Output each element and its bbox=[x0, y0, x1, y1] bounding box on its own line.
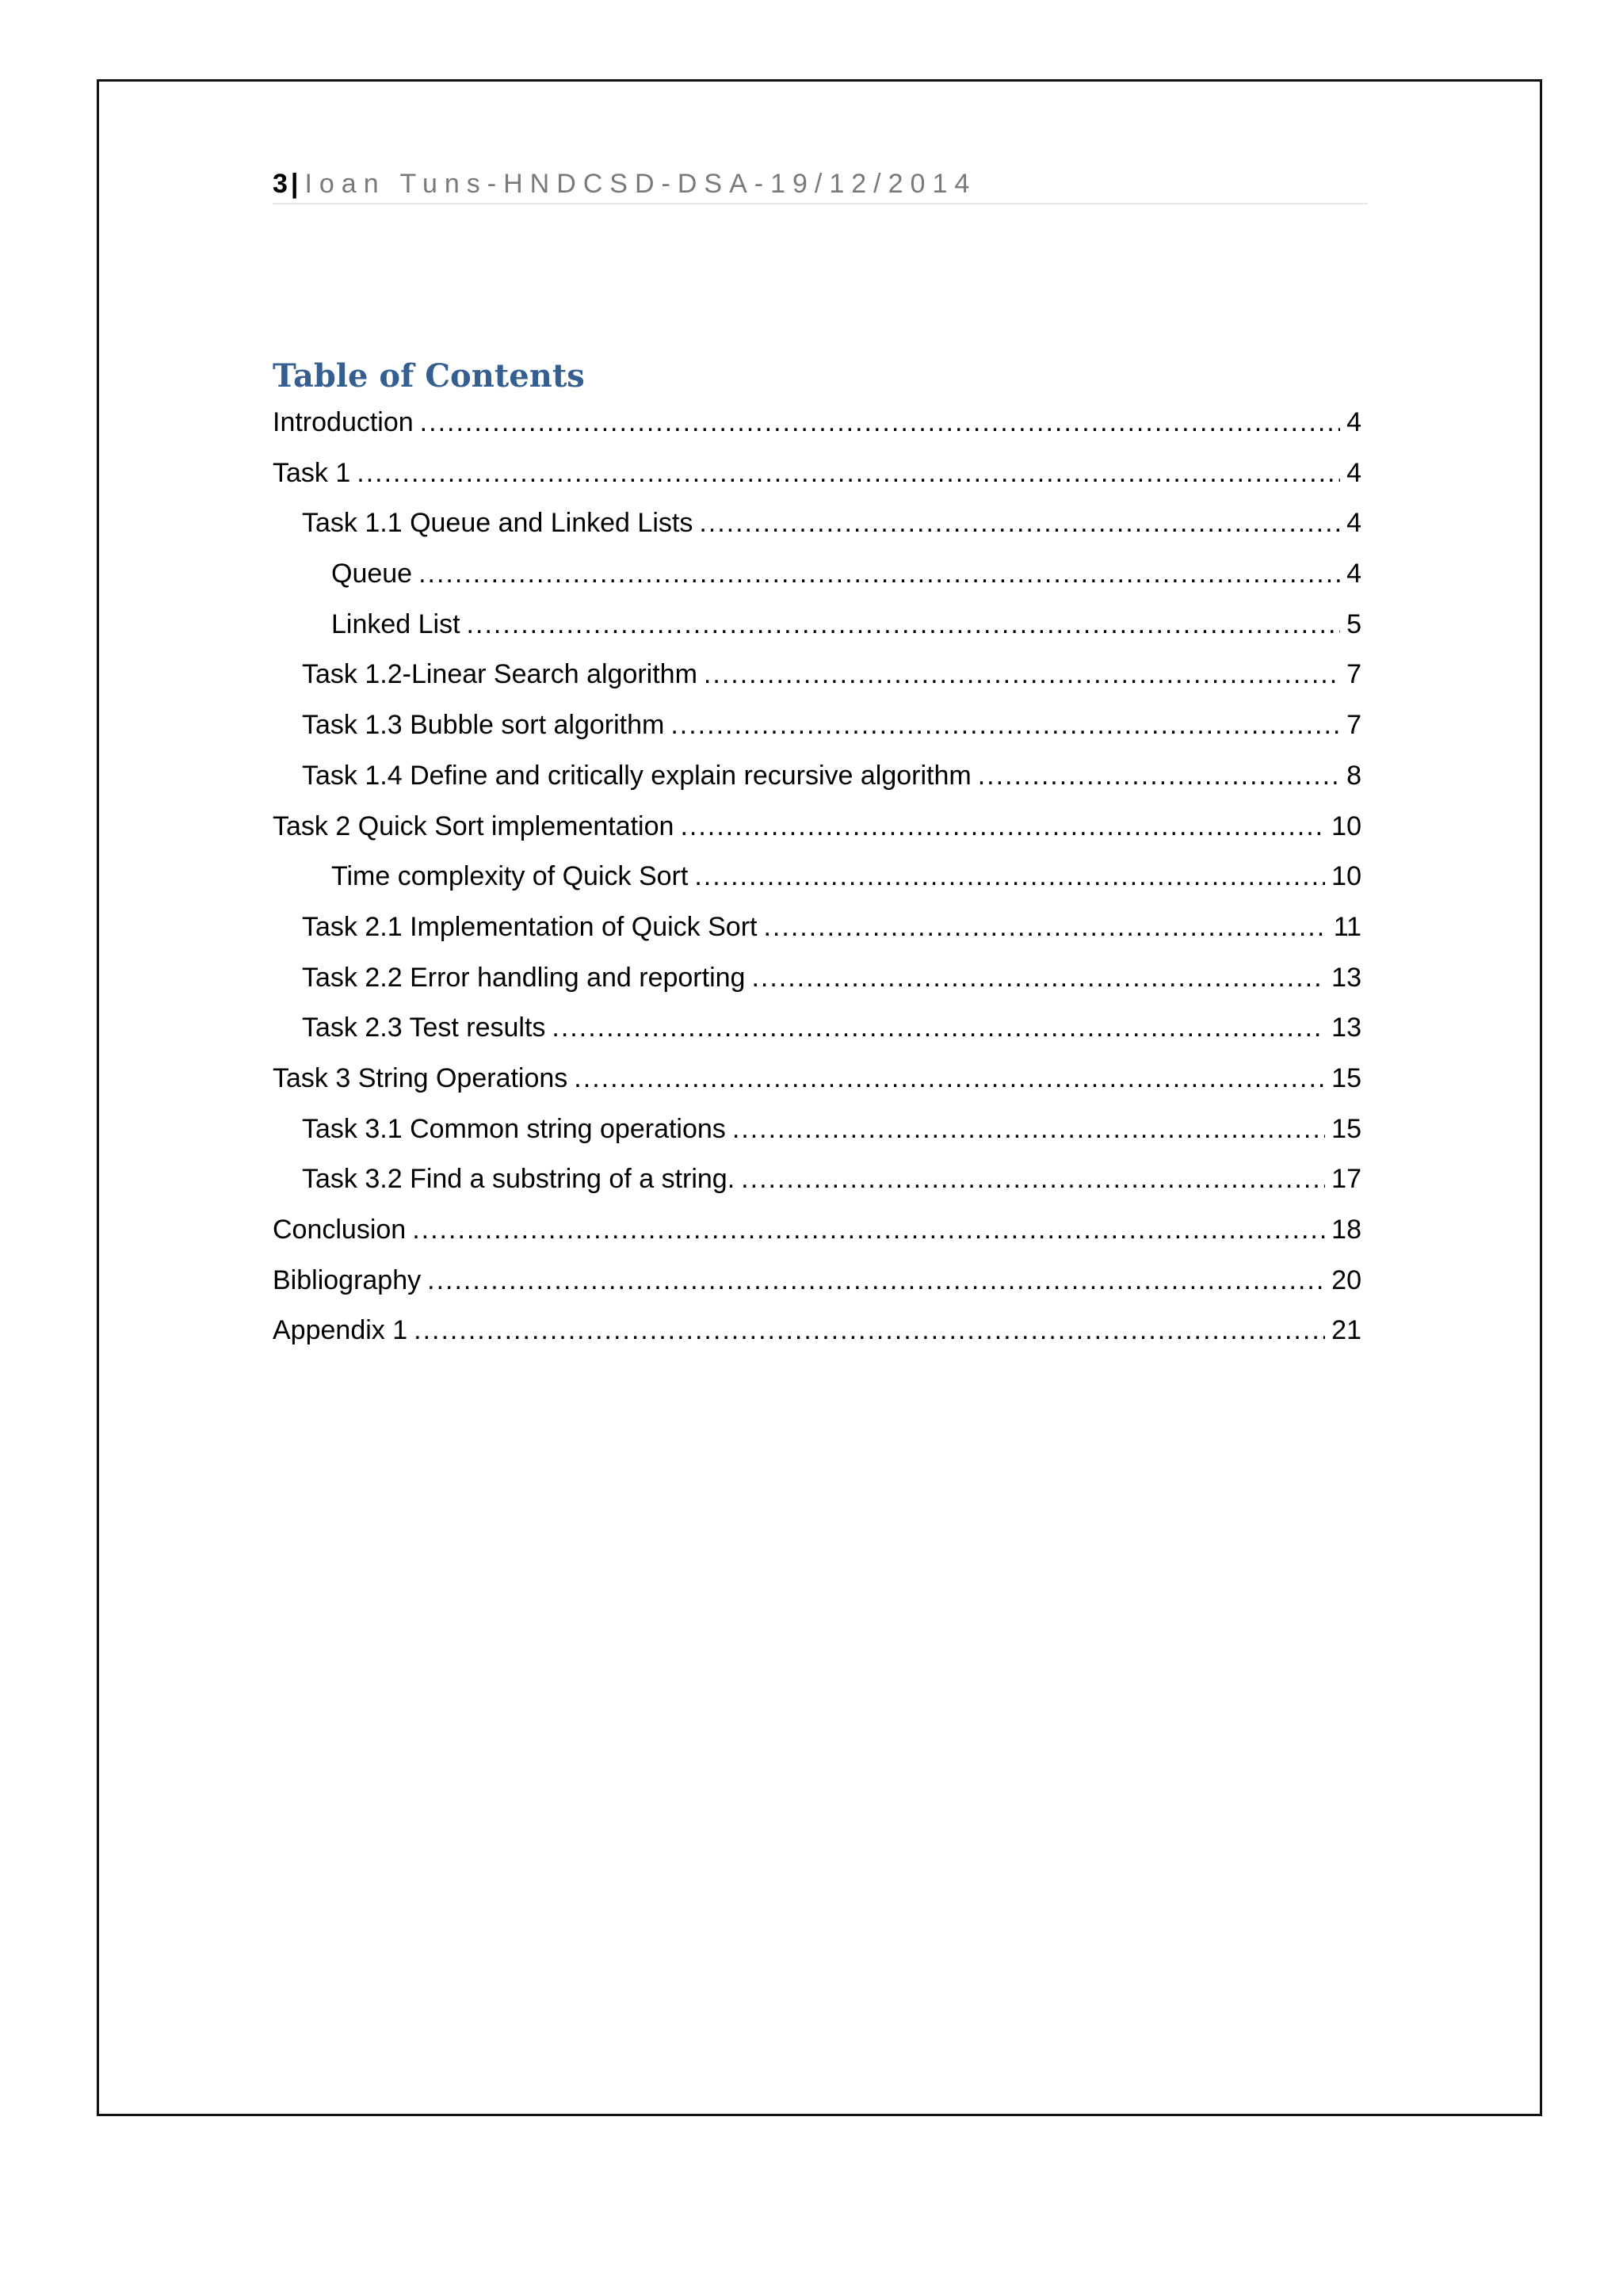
toc-entry[interactable] bbox=[273, 452, 1361, 502]
toc-entry-page: 21 bbox=[1331, 1315, 1361, 1346]
toc-dot-leader bbox=[763, 906, 1327, 948]
toc-dot-leader bbox=[704, 653, 1340, 696]
toc-entry[interactable] bbox=[273, 502, 1361, 552]
toc-entry[interactable] bbox=[273, 1108, 1361, 1158]
table-of-contents bbox=[273, 401, 1361, 1360]
header-page-number: 3 bbox=[273, 169, 288, 199]
toc-dot-leader bbox=[574, 1057, 1325, 1100]
toc-entry-page: 4 bbox=[1346, 407, 1361, 437]
toc-entry-label: Introduction bbox=[273, 407, 414, 437]
toc-entry-page: 10 bbox=[1331, 861, 1361, 892]
toc-entry-page: 15 bbox=[1331, 1113, 1361, 1144]
toc-entry-label: Linked List bbox=[331, 608, 460, 639]
toc-dot-leader bbox=[414, 1309, 1325, 1352]
toc-entry[interactable] bbox=[273, 401, 1361, 452]
toc-entry-label: Task 1 bbox=[273, 457, 351, 488]
toc-entry-label: Appendix 1 bbox=[273, 1315, 408, 1346]
toc-entry[interactable] bbox=[273, 552, 1361, 603]
toc-entry-page: 20 bbox=[1331, 1264, 1361, 1295]
toc-dot-leader bbox=[467, 603, 1341, 646]
toc-dot-leader bbox=[751, 956, 1325, 999]
toc-entry-label: Task 2 Quick Sort implementation bbox=[273, 810, 674, 841]
toc-entry[interactable] bbox=[273, 704, 1361, 754]
toc-entry-label: Task 3.2 Find a substring of a string. bbox=[302, 1164, 735, 1195]
toc-entry-page: 4 bbox=[1346, 559, 1361, 589]
header-text: Ioan Tuns-HNDCSD-DSA-19/12/2014 bbox=[304, 169, 977, 199]
toc-entry-label: Queue bbox=[331, 559, 413, 589]
toc-dot-leader bbox=[741, 1158, 1325, 1200]
toc-entry-page: 17 bbox=[1331, 1164, 1361, 1195]
toc-dot-leader bbox=[420, 401, 1340, 444]
toc-dot-leader bbox=[699, 502, 1340, 544]
toc-entry-page: 15 bbox=[1331, 1062, 1361, 1093]
toc-entry-label: Bibliography bbox=[273, 1264, 422, 1295]
toc-entry[interactable] bbox=[273, 754, 1361, 805]
toc-entry-label: Task 1.1 Queue and Linked Lists bbox=[302, 508, 693, 539]
header-separator: | bbox=[290, 169, 299, 199]
toc-entry[interactable] bbox=[273, 653, 1361, 704]
toc-dot-leader bbox=[670, 704, 1340, 746]
toc-dot-leader bbox=[418, 552, 1340, 595]
toc-entry[interactable] bbox=[273, 1259, 1361, 1310]
toc-entry-page: 13 bbox=[1331, 1013, 1361, 1043]
toc-entry-label: Time complexity of Quick Sort bbox=[331, 861, 689, 892]
toc-entry[interactable] bbox=[273, 805, 1361, 856]
toc-dot-leader bbox=[732, 1108, 1325, 1150]
toc-entry[interactable] bbox=[273, 1309, 1361, 1360]
toc-entry[interactable] bbox=[273, 956, 1361, 1007]
toc-dot-leader bbox=[427, 1259, 1325, 1302]
toc-entry[interactable] bbox=[273, 1158, 1361, 1208]
toc-entry-page: 13 bbox=[1331, 962, 1361, 993]
toc-entry-label: Task 1.2-Linear Search algorithm bbox=[302, 659, 697, 690]
toc-entry-label: Task 2.3 Test results bbox=[302, 1013, 546, 1043]
toc-entry-label: Task 3 String Operations bbox=[273, 1062, 568, 1093]
toc-entry[interactable] bbox=[273, 855, 1361, 906]
toc-entry-page: 7 bbox=[1346, 659, 1361, 690]
toc-entry[interactable] bbox=[273, 1208, 1361, 1259]
toc-entry[interactable] bbox=[273, 1057, 1361, 1108]
page-header bbox=[273, 168, 1368, 204]
toc-title: Table of Contents bbox=[273, 357, 585, 395]
toc-entry-page: 18 bbox=[1331, 1215, 1361, 1245]
toc-entry-label: Task 2.2 Error handling and reporting bbox=[302, 962, 746, 993]
toc-entry[interactable] bbox=[273, 603, 1361, 654]
toc-entry-label: Task 3.1 Common string operations bbox=[302, 1113, 726, 1144]
toc-dot-leader bbox=[357, 452, 1340, 494]
toc-dot-leader bbox=[552, 1006, 1325, 1049]
toc-entry-page: 5 bbox=[1346, 608, 1361, 639]
toc-entry-label: Conclusion bbox=[273, 1215, 407, 1245]
toc-entry-page: 4 bbox=[1346, 457, 1361, 488]
toc-dot-leader bbox=[978, 754, 1340, 797]
toc-entry-page: 11 bbox=[1333, 911, 1361, 942]
toc-entry-label: Task 2.1 Implementation of Quick Sort bbox=[302, 911, 758, 942]
toc-entry-page: 4 bbox=[1346, 508, 1361, 539]
toc-entry-page: 7 bbox=[1346, 710, 1361, 741]
toc-dot-leader bbox=[412, 1208, 1325, 1251]
toc-dot-leader bbox=[680, 805, 1325, 848]
toc-entry[interactable] bbox=[273, 1006, 1361, 1057]
toc-dot-leader bbox=[694, 855, 1325, 898]
toc-entry-page: 8 bbox=[1346, 760, 1361, 791]
toc-entry-label: Task 1.3 Bubble sort algorithm bbox=[302, 710, 665, 741]
toc-entry[interactable] bbox=[273, 906, 1361, 956]
toc-entry-page: 10 bbox=[1331, 810, 1361, 841]
toc-entry-label: Task 1.4 Define and critically explain recursive algorithm bbox=[302, 760, 972, 791]
